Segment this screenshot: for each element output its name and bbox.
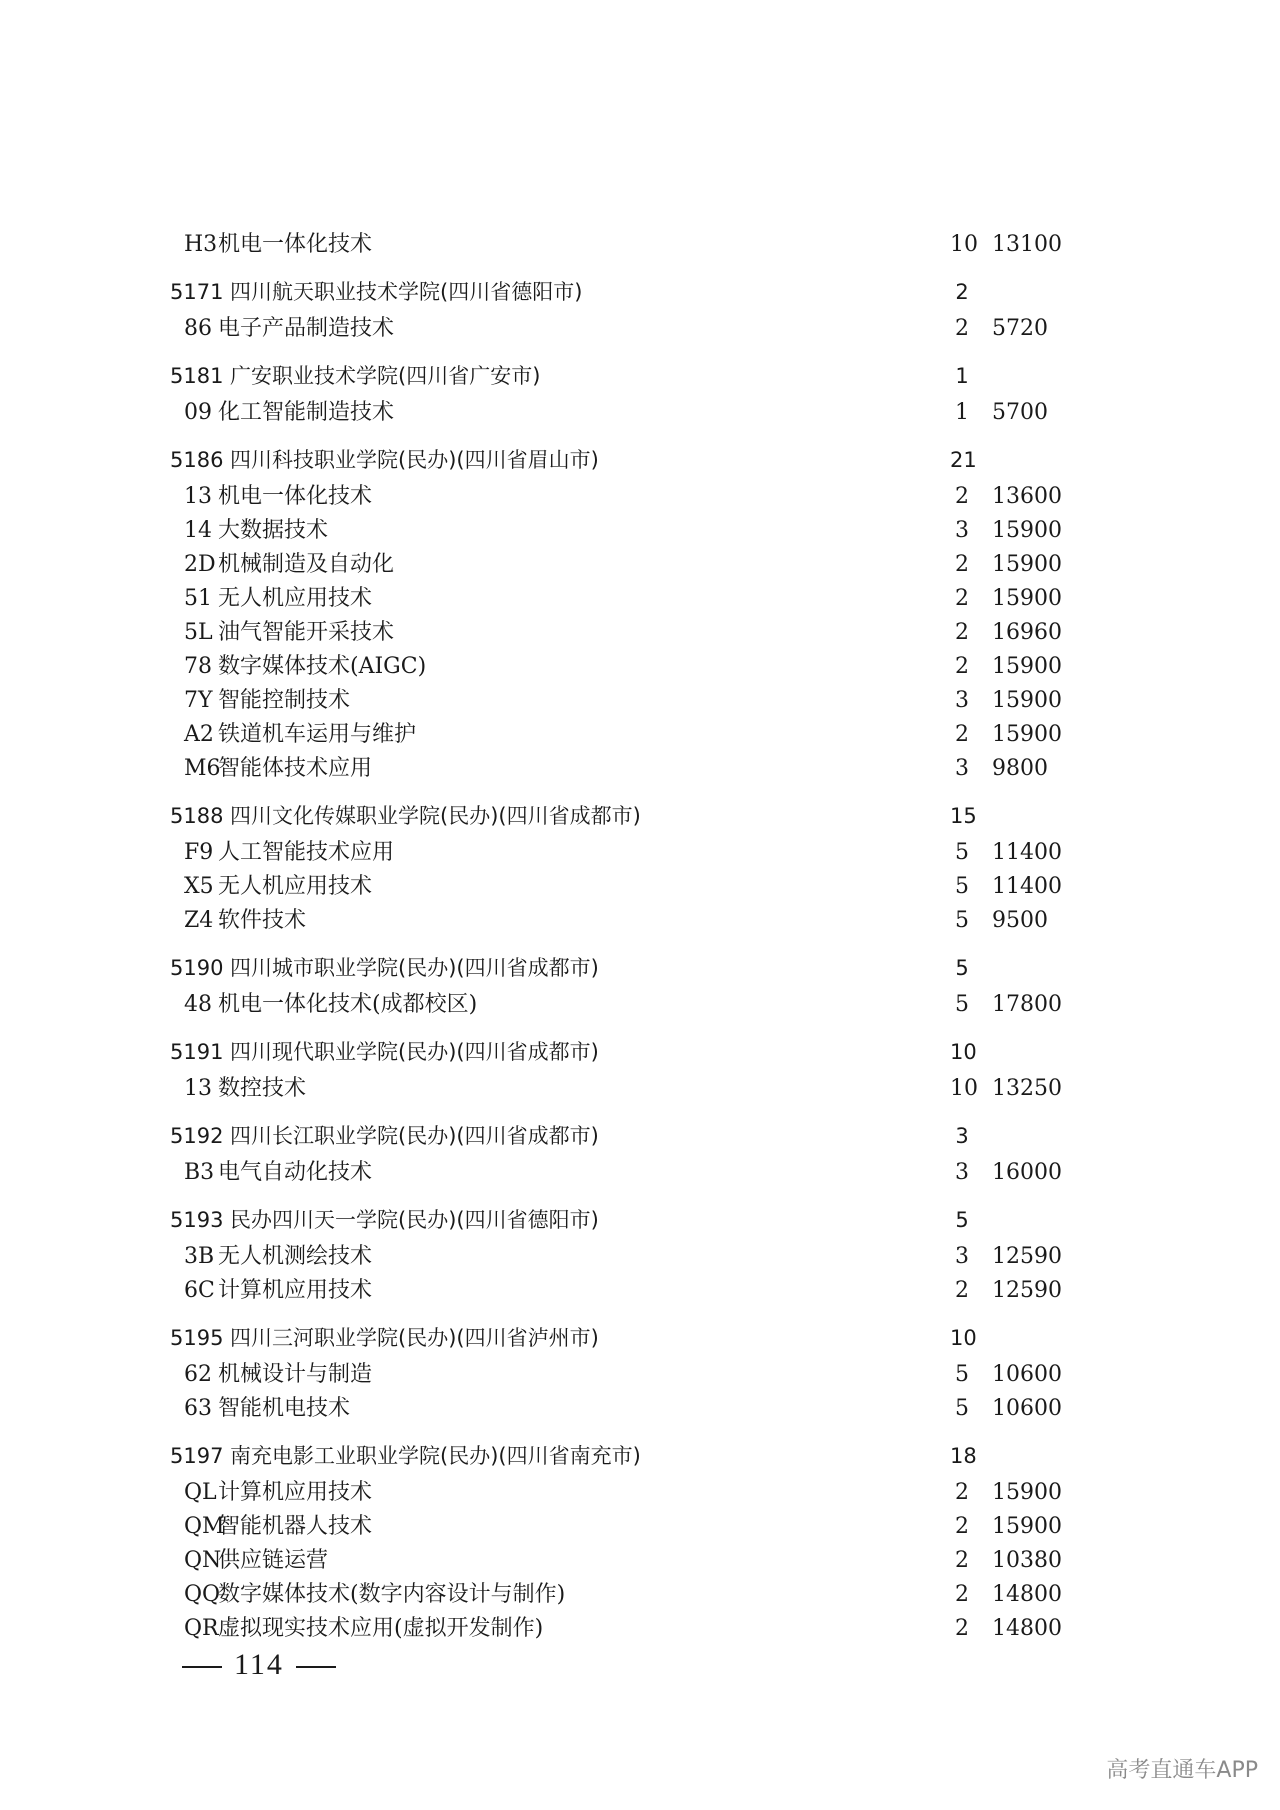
- program-quota: 2: [955, 316, 969, 341]
- program-quota: 3: [955, 518, 969, 543]
- program-tuition: 14800: [992, 1616, 1062, 1641]
- program-tuition: 16960: [992, 620, 1062, 645]
- program-quota: 3: [955, 756, 969, 781]
- app-watermark: 高考直通车APP: [1106, 1758, 1258, 1783]
- school-row: [170, 1196, 1070, 1240]
- school-row: [170, 1314, 1070, 1358]
- program-code: 7Y: [184, 688, 213, 713]
- school-quota: 2: [955, 280, 969, 304]
- program-row: [170, 1476, 1070, 1510]
- school-row: [170, 268, 1070, 312]
- program-code: 09: [184, 400, 212, 425]
- program-code: 14: [184, 518, 212, 543]
- program-quota: 5: [955, 874, 969, 899]
- program-row: [170, 1578, 1070, 1612]
- school-code: 5191: [170, 1040, 224, 1064]
- program-tuition: 15900: [992, 552, 1062, 577]
- program-quota: 3: [955, 1160, 969, 1185]
- program-name: 智能机器人技术: [218, 1514, 373, 1539]
- program-quota: 2: [955, 586, 969, 611]
- program-name: 机械制造及自动化: [218, 552, 395, 577]
- program-code: QM: [184, 1514, 225, 1539]
- program-quota: 2: [955, 1480, 969, 1505]
- program-tuition: 13600: [992, 484, 1062, 509]
- program-tuition: 5720: [992, 316, 1048, 341]
- school-code: 5181: [170, 364, 224, 388]
- program-code: A2: [184, 722, 214, 747]
- program-tuition: 13100: [992, 232, 1062, 257]
- program-name: 数字媒体技术(AIGC): [218, 654, 427, 679]
- program-row: [170, 1274, 1070, 1308]
- program-tuition: 5700: [992, 400, 1048, 425]
- program-code: H3: [184, 232, 218, 257]
- program-tuition: 17800: [992, 992, 1062, 1017]
- program-tuition: 13250: [992, 1076, 1062, 1101]
- school-quota: 10: [950, 1326, 977, 1350]
- program-tuition: 15900: [992, 688, 1062, 713]
- program-code: 13: [184, 1076, 212, 1101]
- program-tuition: 9500: [992, 908, 1048, 933]
- program-row: [170, 1544, 1070, 1578]
- school-code: 5188: [170, 804, 224, 828]
- program-quota: 2: [955, 1582, 969, 1607]
- school-quota: 5: [955, 956, 969, 980]
- program-code: 62: [184, 1362, 212, 1387]
- program-name: 软件技术: [218, 908, 307, 933]
- program-name: 数字媒体技术(数字内容设计与制作): [218, 1582, 566, 1607]
- school-row: [170, 1112, 1070, 1156]
- program-quota: 5: [955, 840, 969, 865]
- program-name: 智能控制技术: [218, 688, 351, 713]
- enrollment-table: [170, 228, 1070, 1646]
- program-code: QR: [184, 1616, 219, 1641]
- program-quota: 2: [955, 620, 969, 645]
- program-row: [170, 514, 1070, 548]
- program-code: M6: [184, 756, 221, 781]
- program-quota: 10: [950, 1076, 978, 1101]
- school-row: [170, 436, 1070, 480]
- school-name: 南充电影工业职业学院(民办)(四川省南充市): [230, 1444, 641, 1468]
- school-quota: 18: [950, 1444, 977, 1468]
- program-quota: 5: [955, 908, 969, 933]
- program-row: [170, 480, 1070, 514]
- program-code: B3: [184, 1160, 215, 1185]
- school-quota: 10: [950, 1040, 977, 1064]
- program-row: [170, 870, 1070, 904]
- program-name: 智能机电技术: [218, 1396, 351, 1421]
- program-quota: 2: [955, 1616, 969, 1641]
- program-name: 油气智能开采技术: [218, 620, 395, 645]
- program-quota: 5: [955, 992, 969, 1017]
- school-row: [170, 944, 1070, 988]
- program-tuition: 15900: [992, 722, 1062, 747]
- school-quota: 5: [955, 1208, 969, 1232]
- program-code: QN: [184, 1548, 222, 1573]
- program-row: [170, 718, 1070, 752]
- program-code: 86: [184, 316, 212, 341]
- program-row: [170, 548, 1070, 582]
- program-name: 计算机应用技术: [218, 1278, 373, 1303]
- program-name: 机电一体化技术: [218, 484, 373, 509]
- school-name: 广安职业技术学院(四川省广安市): [230, 364, 541, 388]
- program-tuition: 16000: [992, 1160, 1062, 1185]
- program-name: 大数据技术: [218, 518, 329, 543]
- program-row: [170, 684, 1070, 718]
- school-row: [170, 1432, 1070, 1476]
- program-code: 48: [184, 992, 212, 1017]
- program-name: 电气自动化技术: [218, 1160, 373, 1185]
- program-code: X5: [184, 874, 214, 899]
- program-quota: 5: [955, 1396, 969, 1421]
- program-row: [170, 752, 1070, 786]
- program-code: 13: [184, 484, 212, 509]
- program-row: [170, 1358, 1070, 1392]
- program-code: 78: [184, 654, 212, 679]
- program-tuition: 10600: [992, 1362, 1062, 1387]
- school-quota: 3: [955, 1124, 969, 1148]
- program-row: [170, 1240, 1070, 1274]
- program-name: 化工智能制造技术: [218, 400, 395, 425]
- program-row: [170, 650, 1070, 684]
- program-tuition: 11400: [992, 840, 1062, 865]
- school-code: 5192: [170, 1124, 224, 1148]
- program-code: F9: [184, 840, 214, 865]
- program-tuition: 15900: [992, 1514, 1062, 1539]
- footer-dash-left: [182, 1666, 222, 1668]
- school-name: 四川城市职业学院(民办)(四川省成都市): [230, 956, 599, 980]
- program-name: 机电一体化技术(成都校区): [218, 992, 478, 1017]
- school-name: 四川长江职业学院(民办)(四川省成都市): [230, 1124, 599, 1148]
- program-quota: 2: [955, 654, 969, 679]
- footer-dash-right: [296, 1666, 336, 1668]
- school-code: 5197: [170, 1444, 224, 1468]
- school-name: 四川航天职业技术学院(四川省德阳市): [230, 280, 583, 304]
- program-quota: 2: [955, 1278, 969, 1303]
- school-code: 5171: [170, 280, 224, 304]
- program-code: Z4: [184, 908, 214, 933]
- program-quota: 10: [950, 232, 978, 257]
- program-row: [170, 836, 1070, 870]
- program-code: 3B: [184, 1244, 215, 1269]
- program-row: [170, 1510, 1070, 1544]
- program-name: 无人机应用技术: [218, 874, 373, 899]
- program-row: [170, 582, 1070, 616]
- program-name: 数控技术: [218, 1076, 307, 1101]
- program-name: 供应链运营: [218, 1548, 329, 1573]
- school-quota: 15: [950, 804, 977, 828]
- program-row: [170, 1072, 1070, 1106]
- program-tuition: 14800: [992, 1582, 1062, 1607]
- program-quota: 1: [955, 400, 969, 425]
- school-code: 5195: [170, 1326, 224, 1350]
- program-row: [170, 988, 1070, 1022]
- page-footer: [170, 1648, 348, 1682]
- school-quota: 21: [950, 448, 977, 472]
- program-name: 智能体技术应用: [218, 756, 373, 781]
- school-code: 5190: [170, 956, 224, 980]
- program-tuition: 10380: [992, 1548, 1062, 1573]
- school-quota: 1: [955, 364, 969, 388]
- program-tuition: 15900: [992, 654, 1062, 679]
- program-quota: 2: [955, 1514, 969, 1539]
- program-code: QL: [184, 1480, 217, 1505]
- school-row: [170, 1028, 1070, 1072]
- program-tuition: 12590: [992, 1278, 1062, 1303]
- program-name: 机电一体化技术: [218, 232, 373, 257]
- page-number: 114: [234, 1648, 284, 1681]
- program-tuition: 12590: [992, 1244, 1062, 1269]
- school-row: [170, 792, 1070, 836]
- program-name: 铁道机车运用与维护: [218, 722, 417, 747]
- program-row: [170, 1156, 1070, 1190]
- program-tuition: 10600: [992, 1396, 1062, 1421]
- program-tuition: 9800: [992, 756, 1048, 781]
- program-row: [170, 616, 1070, 650]
- program-quota: 2: [955, 1548, 969, 1573]
- program-tuition: 15900: [992, 586, 1062, 611]
- school-code: 5186: [170, 448, 224, 472]
- school-name: 民办四川天一学院(民办)(四川省德阳市): [230, 1208, 599, 1232]
- program-row: [170, 228, 1070, 262]
- program-name: 无人机应用技术: [218, 586, 373, 611]
- school-name: 四川科技职业学院(民办)(四川省眉山市): [230, 448, 599, 472]
- program-row: [170, 1392, 1070, 1426]
- program-code: 6C: [184, 1278, 215, 1303]
- program-code: 63: [184, 1396, 212, 1421]
- program-tuition: 15900: [992, 1480, 1062, 1505]
- program-quota: 3: [955, 688, 969, 713]
- program-quota: 5: [955, 1362, 969, 1387]
- school-name: 四川文化传媒职业学院(民办)(四川省成都市): [230, 804, 641, 828]
- program-name: 人工智能技术应用: [218, 840, 395, 865]
- school-code: 5193: [170, 1208, 224, 1232]
- program-row: [170, 904, 1070, 938]
- program-row: [170, 312, 1070, 346]
- program-name: 电子产品制造技术: [218, 316, 395, 341]
- program-quota: 3: [955, 1244, 969, 1269]
- program-name: 虚拟现实技术应用(虚拟开发制作): [218, 1616, 544, 1641]
- school-row: [170, 352, 1070, 396]
- program-quota: 2: [955, 552, 969, 577]
- program-name: 机械设计与制造: [218, 1362, 373, 1387]
- program-tuition: 11400: [992, 874, 1062, 899]
- program-code: 51: [184, 586, 212, 611]
- program-row: [170, 396, 1070, 430]
- program-name: 无人机测绘技术: [218, 1244, 373, 1269]
- school-name: 四川现代职业学院(民办)(四川省成都市): [230, 1040, 599, 1064]
- program-code: 2D: [184, 552, 216, 577]
- program-row: [170, 1612, 1070, 1646]
- program-quota: 2: [955, 722, 969, 747]
- program-quota: 2: [955, 484, 969, 509]
- program-name: 计算机应用技术: [218, 1480, 373, 1505]
- school-name: 四川三河职业学院(民办)(四川省泸州市): [230, 1326, 599, 1350]
- program-tuition: 15900: [992, 518, 1062, 543]
- program-code: QQ: [184, 1582, 221, 1607]
- program-code: 5L: [184, 620, 213, 645]
